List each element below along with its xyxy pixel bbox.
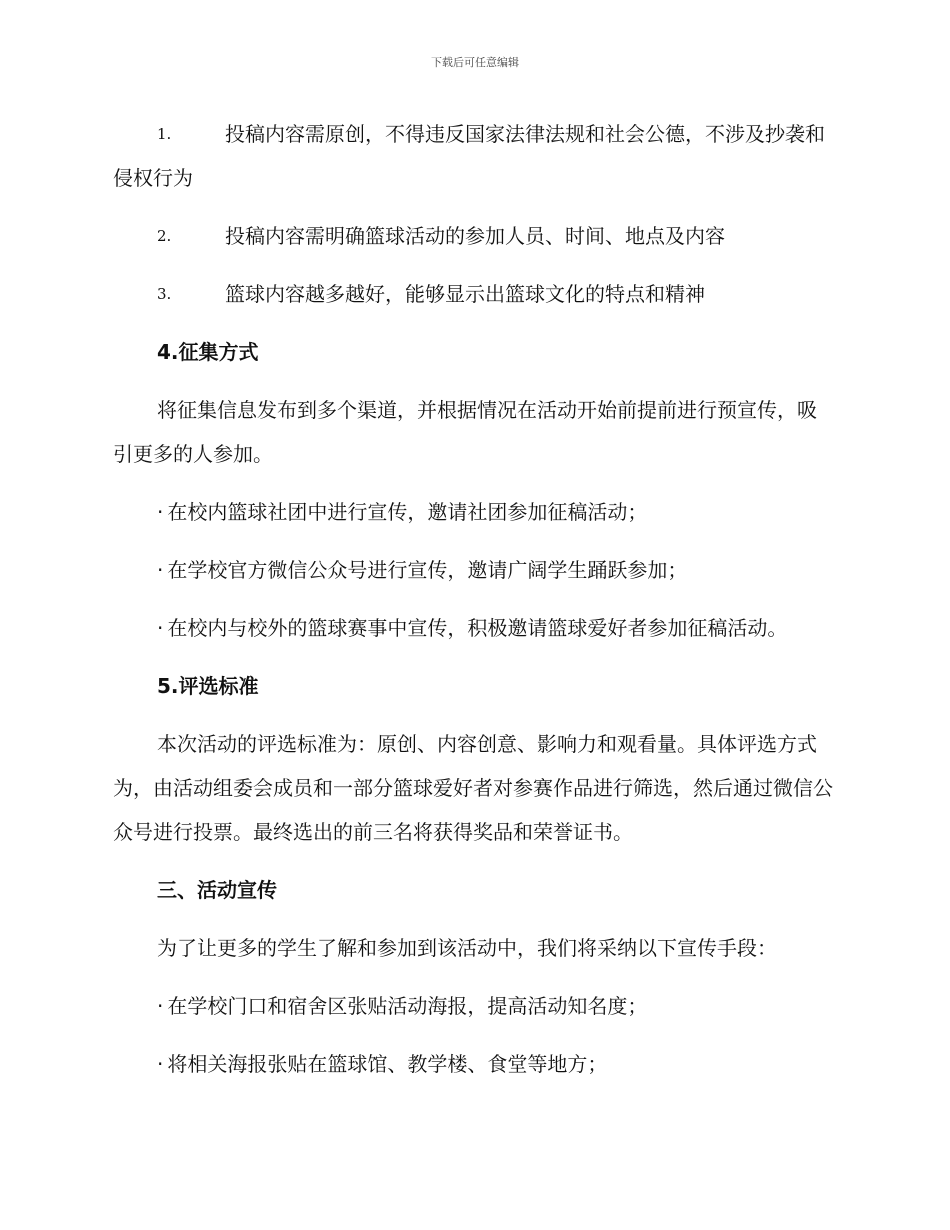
bullet-item <box>113 984 835 1028</box>
paragraph: 为了让更多的学生了解和参加到该活动中，我们将采纳以下宣传手段： <box>157 936 777 960</box>
item-text: 投稿内容需明确篮球活动的参加人员、时间、地点及内容 <box>225 224 725 248</box>
numbered-item <box>113 112 835 200</box>
document-body <box>113 112 835 1100</box>
bullet-item <box>113 606 835 650</box>
bullet-dot: · <box>157 994 164 1018</box>
section-heading-collection-method: 4.征集方式 <box>157 340 259 364</box>
item-text: 投稿内容需原创，不得违反国家法律法规和社会公德，不涉及抄袭和侵权行为 <box>113 122 825 190</box>
item-number: 2. <box>157 227 172 245</box>
bullet-text: 在校内与校外的篮球赛事中宣传，积极邀请篮球爱好者参加征稿活动。 <box>167 616 788 640</box>
bullet-dot: · <box>157 558 164 582</box>
item-number: 1. <box>157 125 172 143</box>
item-text: 篮球内容越多越好，能够显示出篮球文化的特点和精神 <box>225 282 705 306</box>
item-number: 3. <box>157 285 172 303</box>
numbered-item <box>113 214 835 258</box>
section-heading-promotion: 三、活动宣传 <box>157 878 277 902</box>
bullet-dot: · <box>157 616 164 640</box>
bullet-text: 将相关海报张贴在篮球馆、教学楼、食堂等地方； <box>167 1052 608 1076</box>
page-header: 下载后可任意编辑 <box>431 56 519 69</box>
section-heading-selection-criteria: 5.评选标准 <box>157 674 259 698</box>
bullet-item <box>113 548 835 592</box>
bullet-text: 在学校官方微信公众号进行宣传，邀请广阔学生踊跃参加； <box>167 558 688 582</box>
bullet-item <box>113 1042 835 1086</box>
bullet-item <box>113 490 835 534</box>
bullet-text: 在校内篮球社团中进行宣传，邀请社团参加征稿活动； <box>167 500 648 524</box>
numbered-item <box>113 272 835 316</box>
bullet-dot: · <box>157 500 164 524</box>
paragraph: 将征集信息发布到多个渠道，并根据情况在活动开始前提前进行预宣传，吸引更多的人参加。 <box>113 398 817 466</box>
bullet-dot: · <box>157 1052 164 1076</box>
bullet-text: 在学校门口和宿舍区张贴活动海报，提高活动知名度； <box>167 994 648 1018</box>
paragraph: 本次活动的评选标准为：原创、内容创意、影响力和观看量。具体评选方式为，由活动组委会成员和一部分篮球爱好者对参赛作品进行筛选，然后通过微信公众号进行投票。最终选出的前三名将获得奖品和荣誉证书。 <box>113 732 833 844</box>
